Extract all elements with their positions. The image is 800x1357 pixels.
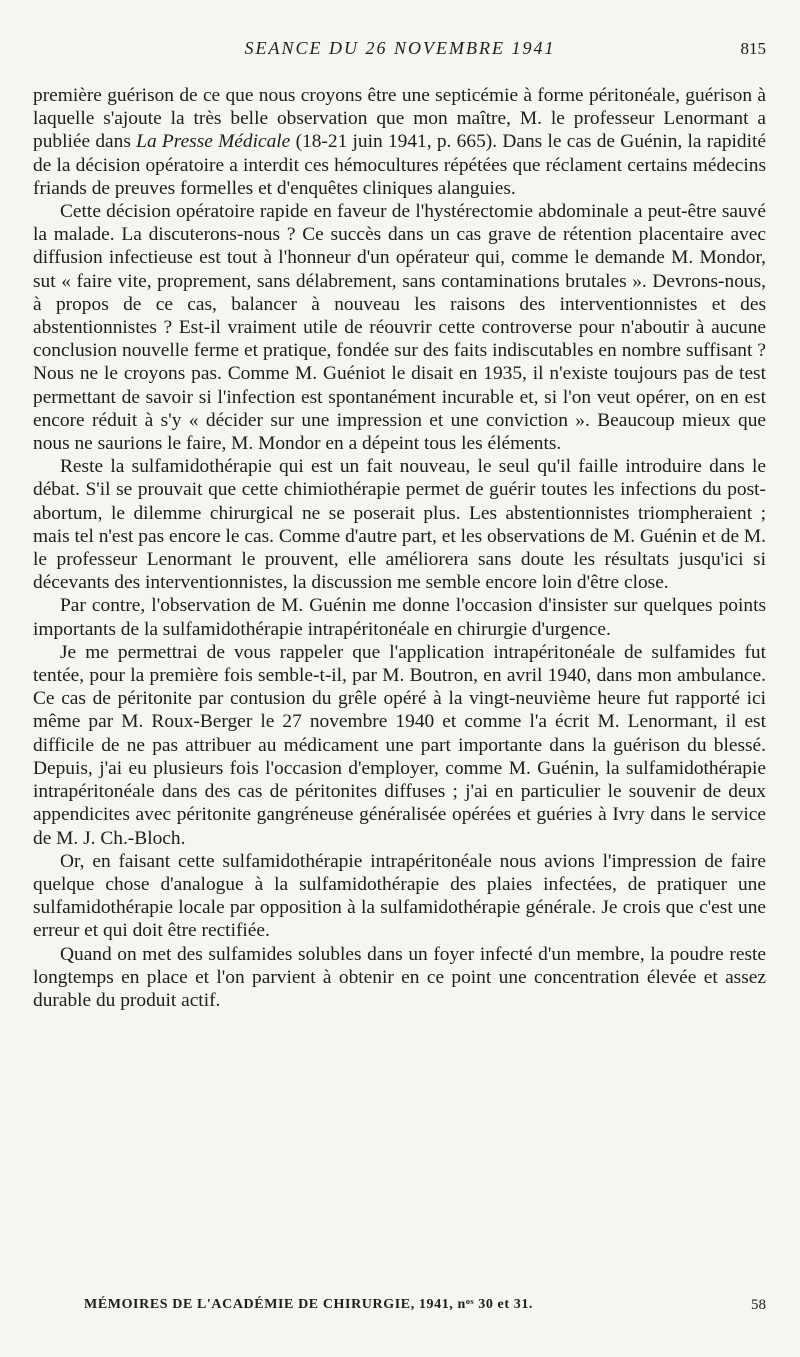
paragraph-4: Par contre, l'observation de M. Guénin me donne l'occasion d'insister sur quelques points importants de la sulfamidothérapie intrapéritonéale en chirurgie d'urgence. [33,595,766,640]
paragraph-2: Cette décision opératoire rapide en faveur de l'hystérectomie abdominale a peut-être sauvé la malade. La discuterons-nous ? Ce succès dans un cas grave de rétention placentaire avec diffusion infectieuse est tout à l'honneur d'un opérateur qui, comme le demande M. Mondor, sut « faire vite, proprement, sans délabrement, sans contaminations brutales ». Devrons-nous, à propos de ce cas, balancer à nouveau les raisons des interventionnistes et des abstentionnistes ? Est-il vraiment utile de réouvrir cette controverse pour n'aboutir à aucune conclusion nouvelle ferme et pratique, fondée sur des faits indiscutables en nombre suffisant ? Nous ne le croyons pas. Comme M. Guéniot le disait en 1935, il n'existe toujours pas de test permettant de savoir si l'infection est spontanément incurable et, si l'on veut opérer, on en est encore réduit à s'y « décider sur une impression et une conviction ». Beaucoup mieux que nous ne saurions le faire, M. Mondor en a dépeint tous les éléments. [33,201,766,455]
paragraph-7: Quand on met des sulfamides solubles dans un foyer infecté d'un membre, la poudre reste longtemps en place et l'on parvient à obtenir en ce point une concentration élevée et assez durable du produit actif. [33,943,766,1011]
paragraph-5: Je me permettrai de vous rappeler que l'application intrapéritonéale de sulfamides fut tentée, pour la première fois semble-t-il, par M. Boutron, en avril 1940, dans mon ambulance. Ce cas de péritonite par contusion du grêle opéré à la vingt-neuvième heure fut rapporté ici même par M. Roux-Berger le 27 novembre 1940 et comme l'a écrit M. Lenormant, il est difficile de ne pas attribuer au médicament une part importante dans la guérison du blessé. Depuis, j'ai eu plusieurs fois l'occasion d'employer, comme M. Guénin, la sulfamidothérapie intrapéritonéale dans des cas de péritonites diffuses ; j'ai en particulier le souvenir de deux appendicites avec péritonite gangréneuse généralisée opérées et guéries à Ivry dans le service de M. J. Ch.-Bloch. [33,641,766,849]
paragraph-1-text: première guérison de ce que nous croyons être une septicémie à forme péritonéale, guérison à laquelle s'ajoute la très belle observation que mon maître, M. le professeur Lenormant a publiée dans [33,85,766,153]
paragraph-1-tail: (18-21 juin 1941, p. 665). Dans le cas de Guénin, la rapidité de la décision opératoire a interdit ces hémocultures répétées que réclament certains médecins friands de preuves formelles et d'enquêtes cliniques alanguies. [33,131,766,199]
journal-title: La Presse Médicale [136,131,291,153]
footer-journal: MÉMOIRES DE L'ACADÉMIE DE CHIRURGIE, 1941, nᵒˢ 30 et 31. [84,1297,534,1312]
sheet-number: 58 [751,1297,766,1313]
page-number: 815 [740,39,766,58]
paragraph-6: Or, en faisant cette sulfamidothérapie intrapéritonéale nous avions l'impression de faire quelque chose d'analogue à la sulfamidothérapie des plaies infectées, de pratiquer une sulfamidothérapie locale par opposition à la sulfamidothérapie générale. Je crois que c'est une erreur et qui doit être rectifiée. [33,850,766,942]
running-header [32,38,768,68]
paragraph-1 [33,84,766,200]
page-footer [84,1297,768,1321]
header-title: SEANCE DU 26 NOVEMBRE 1941 [244,38,556,58]
paragraph-3: Reste la sulfamidothérapie qui est un fait nouveau, le seul qu'il faille introduire dans le débat. S'il se prouvait que cette chimiothérapie permet de guérir toutes les infections du post-abortum, le dilemme chirurgical ne se poserait plus. Les abstentionnistes triompheraient ; mais tel n'est pas encore le cas. Comme d'autre part, et les observations de M. Guénin et de M. le professeur Lenormant le prouvent, elle améliorera sans doute les résultats jusqu'ici si décevants des interventionnistes, la discussion me semble encore loin d'être close. [33,456,766,594]
body-text [33,84,766,1012]
